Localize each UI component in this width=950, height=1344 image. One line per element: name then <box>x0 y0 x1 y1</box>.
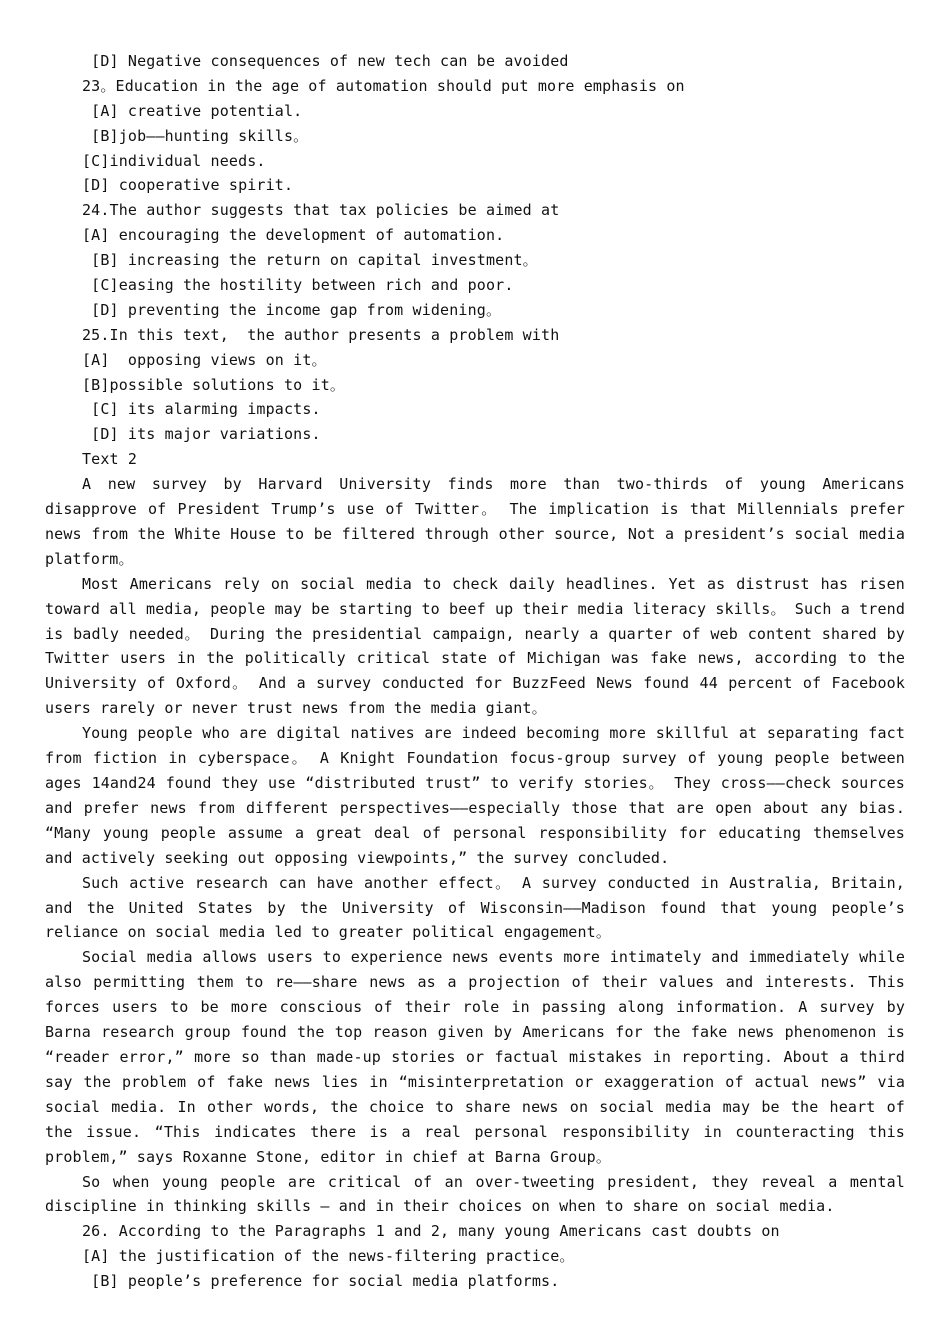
option-line: [B] increasing the return on capital investment。 <box>82 251 538 270</box>
option-line: [D] cooperative spirit. <box>82 176 294 195</box>
question-line: 23。Education in the age of automation should put more emphasis on <box>82 76 685 95</box>
paragraph: Social media allows users to experience news events more intimately and immediately while also permitting them to re——share news as a projection of their values and interests. This forces users to be more conscious of their role in passing along information. A survey by Barna research group found the top reason given by Americans for the fake news phenomenon is “reader error,” more so than made-up stories or factual mistakes in reporting. About a third say the problem of fake news lies in “misinterpretation or exaggeration of actual news” via social media. In other words, the choice to share news on social media may be the heart of the issue. “This indicates there is a real personal responsibility in counteracting this problem,” says Roxanne Stone, editor in chief at Barna Group。 <box>45 948 905 1166</box>
question-line: 24.The author suggests that tax policies be aimed at <box>82 201 560 220</box>
option-line: [B]possible solutions to it。 <box>82 375 346 394</box>
paragraph: Young people who are digital natives are indeed becoming more skillful at separating fact from fiction in cyberspace。 A Knight Foundation focus-group survey of young people between ages 14and24 found they use “distributed trust” to verify stories。 They cross——check sources and prefer news from different perspectives——especially those that are open about any bias. “Many young people assume a great deal of personal responsibility for educating themselves and actively seeking out opposing viewpoints,” the survey concluded. <box>45 724 905 867</box>
section-heading: Text 2 <box>82 450 138 469</box>
question-line: 26. According to the Paragraphs 1 and 2, many young Americans cast doubts on <box>82 1222 780 1241</box>
option-line: [D] preventing the income gap from widening。 <box>82 300 502 319</box>
question-line: 25.In this text, the author presents a problem with <box>82 325 560 344</box>
option-line: [A] encouraging the development of automation. <box>82 226 505 245</box>
paragraph: Such active research can have another effect。 A survey conducted in Australia, Britain, and the United States by the University of Wisconsin——Madison found that young people’s reliance on social media led to greater political engagement。 <box>45 873 905 942</box>
option-line: [B] people’s preference for social media platforms. <box>82 1272 560 1291</box>
option-line: [A] the justification of the news-filtering practice。 <box>82 1247 575 1266</box>
option-line: [D] its major variations. <box>82 425 321 444</box>
option-line: [C] its alarming impacts. <box>82 400 321 419</box>
option-line: [A] opposing views on it。 <box>82 350 327 369</box>
option-line: [C]individual needs. <box>82 151 266 170</box>
option-line: [A] creative potential. <box>82 101 303 120</box>
paragraph: A new survey by Harvard University finds more than two-thirds of young Americans disapprove of President Trump’s use of Twitter。 The implication is that Millennials prefer news from the White House to be filtered through other source, Not a president’s social media platform。 <box>45 475 905 568</box>
paragraph: Most Americans rely on social media to check daily headlines. Yet as distrust has risen toward all media, people may be starting to beef up their media literacy skills。 Such a trend is badly needed。 During the presidential campaign, nearly a quarter of web content shared by Twitter users in the politically critical state of Michigan was fake news, according to the University of Oxford。 And a survey conducted for BuzzFeed News found 44 percent of Facebook users rarely or never trust news from the media giant。 <box>45 574 905 718</box>
option-line: [C]easing the hostility between rich and poor. <box>82 276 514 295</box>
paragraph: So when young people are critical of an over-tweeting president, they reveal a mental discipline in thinking skills – and in their choices on when to share on social media. <box>45 1172 905 1216</box>
document-body <box>45 49 905 1294</box>
option-line: [D] Negative consequences of new tech can be avoided <box>82 52 569 70</box>
option-line: [B]job——hunting skills。 <box>82 126 309 145</box>
